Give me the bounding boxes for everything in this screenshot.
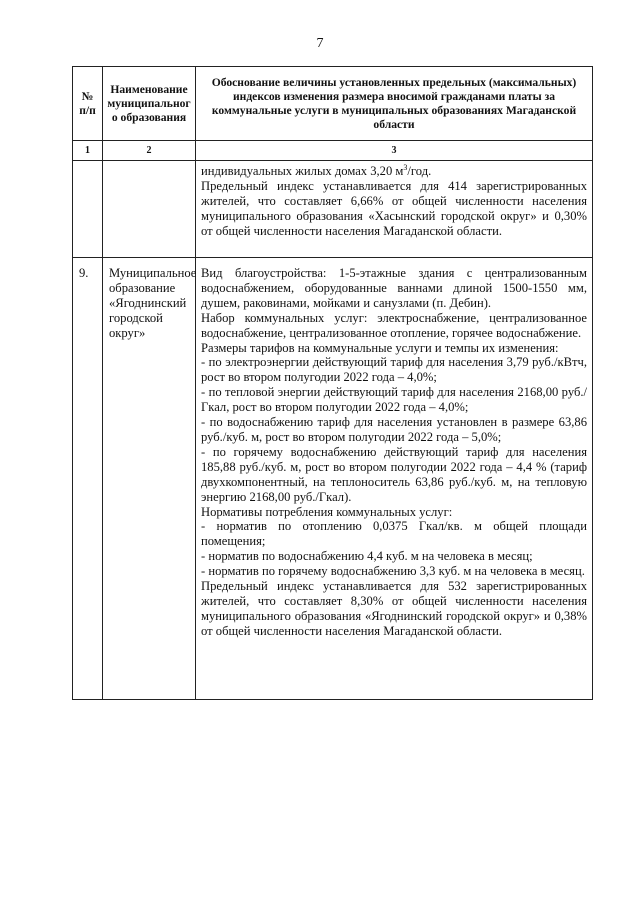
text-paragraph: Размеры тарифов на коммунальные услуги и темпы их изменения: bbox=[201, 340, 559, 355]
text-paragraph: - по электроэнергии действующий тариф для населения 3,79 руб./кВтч, рост во втором полугодии 2022 года – 4,0%; bbox=[201, 355, 587, 385]
header-index: № п/п bbox=[73, 67, 103, 141]
column-number: 1 bbox=[73, 141, 103, 161]
text-paragraph: Предельный индекс устанавливается для 414 зарегистрированных жителей, что составляет 6,66% от общей численности населения муниципального образования «Хасынский городской округ» и 0,30% от общей численности населения Магаданской области. bbox=[201, 178, 587, 238]
table-row bbox=[73, 161, 593, 258]
text-paragraph: - норматив по водоснабжению 4,4 куб. м на человека в месяц; bbox=[201, 549, 533, 564]
text-paragraph: - норматив по горячему водоснабжению 3,3 куб. м на человека в месяц. bbox=[201, 564, 585, 579]
text-paragraph: - по тепловой энергии действующий тариф для населения 2168,00 руб./Гкал, рост во втором полугодии 2022 года – 4,0%; bbox=[201, 385, 587, 415]
row-municipality: Муниципальное образование «Ягоднинский городской округ» bbox=[103, 258, 196, 700]
table-header-row bbox=[73, 67, 593, 141]
column-number-row bbox=[73, 141, 593, 161]
header-justification: Обоснование величины установленных предельных (максимальных) индексов изменения размера вносимой гражданами платы за коммунальные услуги в муниципальных образованиях Магаданской области bbox=[196, 67, 593, 141]
text-paragraph: Набор коммунальных услуг: электроснабжение, централизованное водоснабжение, централизованное отопление, горячее водоснабжение. bbox=[201, 310, 587, 340]
text-paragraph: Предельный индекс устанавливается для 532 зарегистрированных жителей, что составляет 8,30% от общей численности населения муниципального образования «Ягоднинский городской округ» и 0,38% от общей численности населения Магаданской области. bbox=[201, 579, 587, 638]
row-index: 9. bbox=[73, 258, 103, 700]
header-municipality: Наименование муниципальног о образования bbox=[103, 67, 196, 141]
row-municipality bbox=[103, 161, 196, 258]
column-number: 2 bbox=[103, 141, 196, 161]
text-paragraph: Нормативы потребления коммунальных услуг: bbox=[201, 504, 453, 519]
row-index bbox=[73, 161, 103, 258]
justification-table bbox=[72, 66, 593, 700]
row-justification bbox=[196, 161, 593, 258]
page-number: 7 bbox=[316, 36, 324, 51]
text-paragraph: Вид благоустройства: 1-5-этажные здания с централизованным водоснабжением, оборудованные ваннами длиной 1500-1550 мм, душем, раковинами, мойками и санузлами (п. Дебин). bbox=[201, 266, 587, 310]
text-paragraph: - по горячему водоснабжению действующий тариф для населения 185,88 руб./куб. м, рост во втором полугодии 2022 года – 4,4 % (тариф двухкомпонентный, на теплоноситель 63,86 руб./куб. м, на тепловую энергию 2168,00 руб./Гкал). bbox=[201, 444, 587, 504]
table-row bbox=[73, 258, 593, 700]
column-number: 3 bbox=[196, 141, 593, 161]
text-line: индивидуальных жилых домах 3,20 $м^3$/год. bbox=[201, 163, 432, 178]
text-paragraph: - норматив по отоплению 0,0375 Гкал/кв. м общей площади помещения; bbox=[201, 519, 587, 549]
row-justification bbox=[196, 258, 593, 700]
text-paragraph: - по водоснабжению тариф для населения установлен в размере 63,86 руб./куб. м, рост во втором полугодии 2022 года – 5,0%; bbox=[201, 415, 587, 444]
